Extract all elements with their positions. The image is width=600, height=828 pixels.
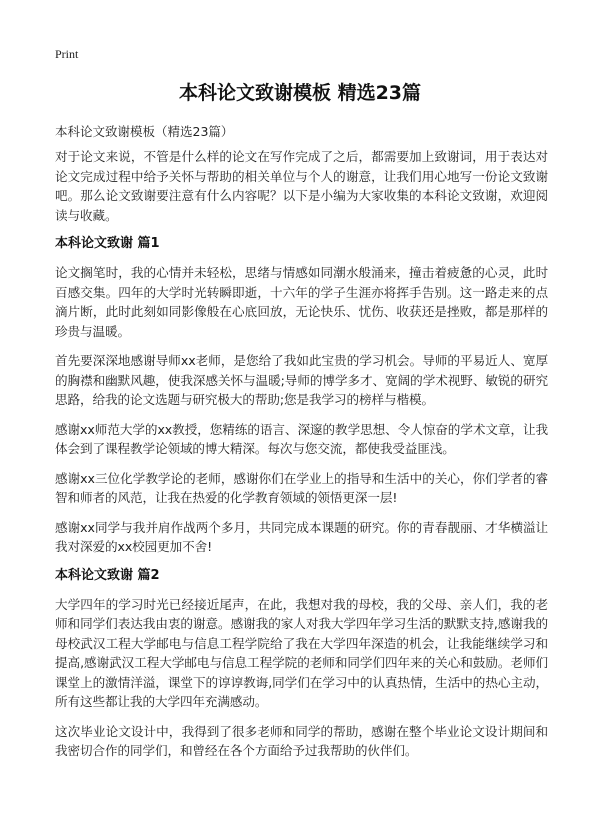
paragraph: 首先要深深地感谢导师xx老师，是您给了我如此宝贵的学习机会。导师的平易近人、宽厚的胸襟和幽默风趣，使我深感关怀与温暖;导师的博学多才、宽阔的学术视野、敏锐的研究思路，给我的论文选题与研究极大的帮助;您是我学习的榜样与楷模。 [55,353,548,407]
page-title: 本科论文致谢模板 精选23篇 [178,82,422,104]
print-link[interactable]: Print [55,47,79,61]
paragraph: 这次毕业论文设计中，我得到了很多老师和同学的帮助，感谢在整个毕业论文设计期间和我密切合作的同学们，和曾经在各个方面给予过我帮助的伙伴们。 [55,723,548,758]
paragraph: 大学四年的学习时光已经接近尾声，在此，我想对我的母校，我的父母、亲人们，我的老师和同学们表达我由衷的谢意。感谢我的家人对我大学四年学习生活的默默支持,感谢我的母校武汉工程大学邮电与信息工程学院给了我在大学四年深造的机会，让我能继续学习和提高,感谢武汉工程大学邮电与信息工程学院的老师和同学们四年来的关心和鼓励。老师们课堂上的激情洋溢，课堂下的谆谆教诲,同学们在学习中的认真热情，生活中的热心主动，所有这些都让我的大学四年充满感动。 [55,596,548,709]
paragraph: 论文搁笔时，我的心情并未轻松，思绪与情感如同潮水般涌来，撞击着疲惫的心灵，此时百感交集。四年的大学时光转瞬即逝，十六年的学子生涯亦将挥手告别。这一路走来的点滴片断，此时此刻如同影像般在心底回放，无论快乐、忧伤、收获还是挫败，都是那样的珍贵与温暖。 [55,265,548,339]
intro-paragraph: 对于论文来说，不管是什么样的论文在写作完成了之后，都需要加上致谢词，用于表达对论文完成过程中给予关怀与帮助的相关单位与个人的谢意，让我们用心地写一份论文致谢吧。那么论文致谢要注意有什么内容呢？以下是小编为大家收集的本科论文致谢，欢迎阅读与收藏。 [55,149,548,223]
paragraph: 感谢xx同学与我并肩作战两个多月，共同完成本课题的研究。你的青春靓丽、才华横溢让我对深爱的xx校园更加不舍! [55,519,548,554]
paragraph: 感谢xx三位化学教学论的老师，感谢你们在学业上的指导和生活中的关心，你们学者的睿智和师者的风范，让我在热爱的化学教育领域的领悟更深一层! [55,470,548,505]
section-heading: 本科论文致谢 篇1 [55,236,160,251]
document-subtitle: 本科论文致谢模板（精选23篇） [55,124,234,139]
paragraph: 感谢xx师范大学的xx教授，您精练的语言、深邃的教学思想、令人惊奋的学术文章，让我体会到了课程教学论领域的博大精深。每次与您交流，都使我受益匪浅。 [55,421,548,456]
section-heading: 本科论文致谢 篇2 [55,567,160,583]
document-body [55,147,548,771]
